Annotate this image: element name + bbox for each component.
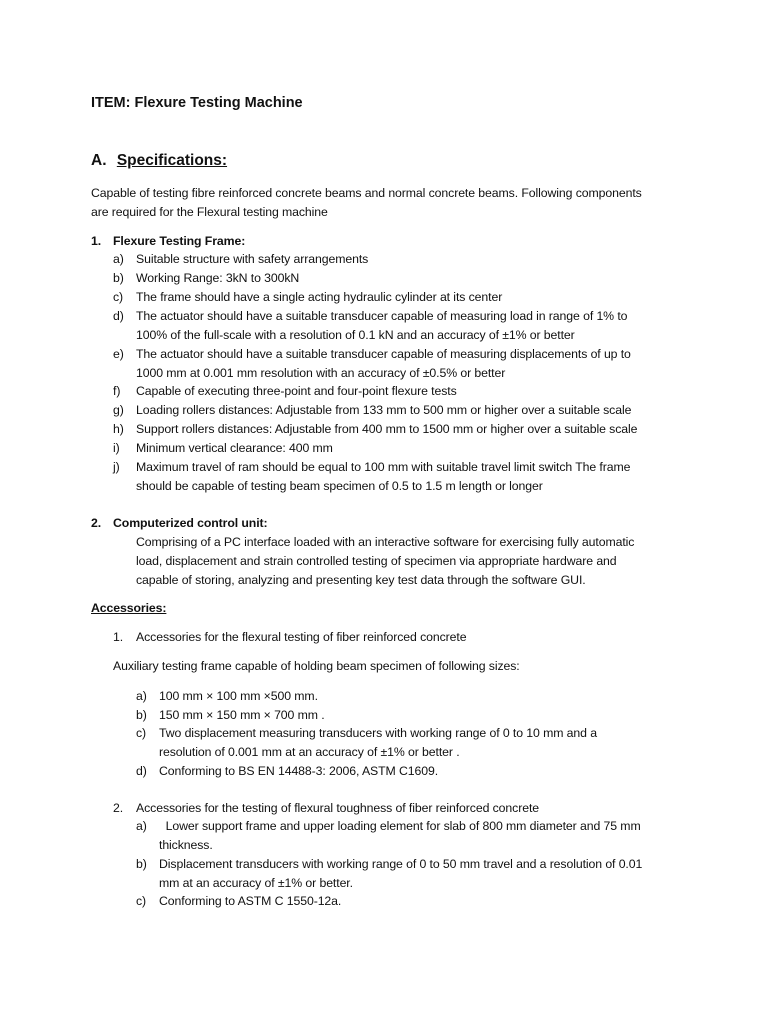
list-item-text: should be capable of testing beam specimen of 0.5 to 1.5 m length or longer (136, 479, 543, 493)
acc-group-title: Accessories for the flexural testing of fiber reinforced concrete (136, 630, 467, 644)
list-marker: c) (136, 894, 147, 908)
acc-group-title: Accessories for the testing of flexural toughness of fiber reinforced concrete (136, 801, 539, 815)
list-item-text: Maximum travel of ram should be equal to 100 mm with suitable travel limit switch The frame (136, 460, 631, 474)
list-marker: b) (136, 708, 147, 722)
list-marker: e) (113, 347, 124, 361)
list-marker: h) (113, 422, 124, 436)
control-heading: Computerized control unit: (113, 516, 268, 530)
list-marker: a) (136, 819, 147, 833)
control-number: 2. (91, 516, 102, 530)
list-marker: b) (113, 271, 124, 285)
list-item-text: mm at an accuracy of ±1% or better. (159, 876, 353, 890)
list-item-text: thickness. (159, 838, 213, 852)
section-a-title: Specifications: (116, 152, 228, 169)
list-marker: b) (136, 857, 147, 871)
control-text: Comprising of a PC interface loaded with an interactive software for exercising fully automatic (136, 535, 635, 549)
list-item-text: 150 mm × 150 mm × 700 mm . (159, 708, 325, 722)
frame-number: 1. (91, 234, 102, 248)
list-marker: d) (113, 309, 124, 323)
list-item-text: Working Range: 3kN to 300kN (136, 271, 300, 285)
list-item-text: resolution of 0.001 mm at an accuracy of ±1% or better . (159, 745, 460, 759)
list-marker: f) (113, 384, 121, 398)
list-marker: a) (113, 252, 124, 266)
section-a-heading (91, 152, 227, 170)
control-text: load, displacement and strain controlled testing of specimen via appropriate hardware and (136, 554, 617, 568)
list-marker: c) (136, 726, 147, 740)
list-item-text: 100 mm × 100 mm ×500 mm. (159, 689, 318, 703)
list-item-text: Displacement transducers with working range of 0 to 50 mm travel and a resolution of 0.01 (159, 857, 643, 871)
list-item-text: Conforming to BS EN 14488-3: 2006, ASTM C1609. (159, 764, 439, 778)
list-marker: a) (136, 689, 147, 703)
list-marker: g) (113, 403, 124, 417)
list-marker: c) (113, 290, 124, 304)
acc-group-number: 1. (113, 630, 124, 644)
list-item-text: The frame should have a single acting hydraulic cylinder at its center (136, 290, 503, 304)
acc-group-note: Auxiliary testing frame capable of holding beam specimen of following sizes: (113, 659, 520, 673)
list-item-text: Minimum vertical clearance: 400 mm (136, 441, 333, 455)
item-title: ITEM: Flexure Testing Machine (91, 95, 303, 111)
list-item-text: Lower support frame and upper loading element for slab of 800 mm diameter and 75 mm (159, 819, 641, 833)
list-item-text: The actuator should have a suitable transducer capable of measuring load in range of 1% to (136, 309, 628, 323)
accessories-heading: Accessories: (91, 601, 167, 615)
intro-line: Capable of testing fibre reinforced concrete beams and normal concrete beams. Following components (91, 186, 642, 200)
list-item-text: Loading rollers distances: Adjustable from 133 mm to 500 mm or higher over a suitable scale (136, 403, 632, 417)
list-item-text: Capable of executing three-point and four-point flexure tests (136, 384, 457, 398)
list-marker: d) (136, 764, 147, 778)
list-marker: j) (113, 460, 120, 474)
frame-heading: Flexure Testing Frame: (113, 234, 246, 248)
acc-group-number: 2. (113, 801, 124, 815)
list-item-text: 100% of the full-scale with a resolution of 0.1 kN and an accuracy of ±1% or better (136, 328, 575, 342)
list-marker: i) (113, 441, 120, 455)
control-text: capable of storing, analyzing and presenting key test data through the software GUI. (136, 573, 586, 587)
section-a-marker: A. (91, 152, 107, 169)
list-item-text: Two displacement measuring transducers with working range of 0 to 10 mm and a (159, 726, 597, 740)
list-item-text: Conforming to ASTM C 1550-12a. (159, 894, 342, 908)
list-item-text: Support rollers distances: Adjustable from 400 mm to 1500 mm or higher over a suitable scale (136, 422, 638, 436)
list-item-text: Suitable structure with safety arrangements (136, 252, 369, 266)
list-item-text: The actuator should have a suitable transducer capable of measuring displacements of up to (136, 347, 631, 361)
intro-line: are required for the Flexural testing machine (91, 205, 328, 219)
list-item-text: 1000 mm at 0.001 mm resolution with an accuracy of ±0.5% or better (136, 366, 506, 380)
